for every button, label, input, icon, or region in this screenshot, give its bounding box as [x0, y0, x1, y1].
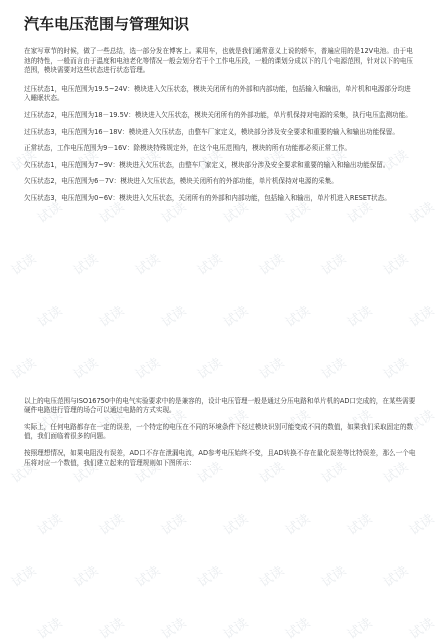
- watermark-text: 试读: [35, 615, 66, 643]
- watermark-text: 试读: [35, 511, 66, 539]
- watermark-text: 试读: [97, 407, 128, 435]
- closing-paragraph-error: 实际上，任何电路都存在一定的误差，一个特定的电压在不同的环境条件下经过模块识别可能变成不同的数值，如果我们采取固定的数值，我们面临着很多的问题。: [24, 422, 414, 441]
- watermark-text: 试读: [319, 355, 350, 383]
- watermark-text: 试读: [257, 459, 288, 487]
- state-paragraph-undervoltage-3: 欠压状态3，电压范围为0~6V：模块进入欠压状态，关闭所有的外部和内部功能，包括输入和输出，单片机进入RESET状态。: [24, 193, 391, 202]
- watermark-text: 试读: [319, 147, 350, 175]
- watermark-text: 试读: [381, 459, 412, 487]
- watermark-text: 试读: [159, 615, 190, 643]
- watermark-text: 试读: [35, 199, 66, 227]
- watermark-text: 试读: [257, 147, 288, 175]
- watermark-text: 试读: [9, 355, 40, 383]
- watermark-text: 试读: [283, 199, 314, 227]
- watermark-text: 试读: [319, 251, 350, 279]
- document-title: 汽车电压范围与管理知识: [24, 15, 190, 33]
- watermark-text: 试读: [257, 355, 288, 383]
- intro-paragraph: 在家写章节的时候，做了一些总结，选一部分发在博客上。乘用车，也就是我们通常意义上说的轿车，普遍应用的是12V电池。由于电池的特性，一般而言由于温度和电池老化等情况一般会划分若干个工作电压段，一般的课划分成以下的几个电源范围，针对以下的电压范围，模块需要对这些状态进行状态管理。: [24, 47, 414, 75]
- watermark-text: 试读: [159, 407, 190, 435]
- watermark-text: 试读: [319, 459, 350, 487]
- watermark-text: 试读: [35, 407, 66, 435]
- watermark-text: 试读: [195, 563, 226, 591]
- watermark-text: 试读: [381, 251, 412, 279]
- watermark-text: 试读: [345, 615, 376, 643]
- watermark-text: 试读: [407, 199, 438, 227]
- watermark-text: 试读: [381, 147, 412, 175]
- watermark-text: 试读: [345, 511, 376, 539]
- watermark-text: 试读: [381, 563, 412, 591]
- watermark-text: 试读: [195, 355, 226, 383]
- watermark-text: 试读: [97, 303, 128, 331]
- watermark-text: 试读: [35, 303, 66, 331]
- watermark-text: 试读: [283, 407, 314, 435]
- watermark-text: 试读: [9, 563, 40, 591]
- document-page: [24, 14, 416, 475]
- watermark-text: 试读: [283, 303, 314, 331]
- watermark-text: 试读: [221, 199, 252, 227]
- watermark-text: 试读: [159, 199, 190, 227]
- watermark-text: 试读: [71, 459, 102, 487]
- closing-paragraph-ideal: 按照理想情况，如果电阻没有误差，AD口不存在泄漏电流，AD参考电压始终不变，且AD转换不存在量化误差等比特误差，那么一个电压将对应一个数值，我们建立起来的管理规则如下图所示：: [24, 448, 416, 467]
- watermark-text: 试读: [407, 303, 438, 331]
- watermark-text: 试读: [345, 407, 376, 435]
- state-paragraph-overvoltage-3: 过压状态3，电压范围为16－18V：模块进入欠压状态，由整车厂家定义，模块部分涉及安全要求和重要的输入和输出功能保留。: [24, 127, 399, 136]
- watermark-text: 试读: [195, 459, 226, 487]
- watermark-text: 试读: [221, 511, 252, 539]
- blank-region: [24, 211, 416, 397]
- watermark-text: 试读: [221, 615, 252, 643]
- watermark-text: 试读: [221, 303, 252, 331]
- watermark-text: 试读: [407, 615, 438, 643]
- state-paragraph-overvoltage-1: 过压状态1，电压范围为19.5~24V：模块进入欠压状态，模块关闭所有的外部和内部功能，包括输入和输出，单片机和电源部分均进入睡眠状态。: [24, 84, 411, 103]
- watermark-text: 试读: [221, 407, 252, 435]
- watermark-text: 试读: [9, 147, 40, 175]
- watermark-text: 试读: [9, 459, 40, 487]
- watermark-text: 试读: [71, 147, 102, 175]
- state-paragraph-normal: 正常状态，工作电压范围为9－16V：除模块特殊规定外，在这个电压范围内，模块的所有功能都必须正常工作。: [24, 144, 352, 153]
- watermark-text: 试读: [407, 511, 438, 539]
- watermark-text: 试读: [195, 147, 226, 175]
- watermark-text: 试读: [9, 251, 40, 279]
- watermark-text: 试读: [195, 251, 226, 279]
- watermark-text: 试读: [133, 251, 164, 279]
- watermark-text: 试读: [319, 563, 350, 591]
- closing-paragraph-iso: 以上的电压范围与ISO16750中的电气实验要求中的是兼容的，设计电压管理一般是通过分压电路和单片机的AD口完成的，在某些需要硬件电路进行管理的场合可以通过电路的方式实现。: [24, 396, 416, 415]
- state-paragraph-undervoltage-1: 欠压状态1，电压范围为7~9V：模块进入欠压状态，由整车厂家定义，模块部分涉及安全要求和重要的输入和输出功能保留。: [24, 160, 390, 169]
- watermark-text: 试读: [159, 303, 190, 331]
- watermark-text: 试读: [283, 615, 314, 643]
- watermark-text: 试读: [257, 563, 288, 591]
- state-paragraph-undervoltage-2: 欠压状态2，电压范围为6－7V：模块进入欠压状态，模块关闭所有的外部功能，单片机保持对电源的采集。: [24, 177, 338, 186]
- watermark-text: 试读: [133, 459, 164, 487]
- watermark-text: 试读: [97, 199, 128, 227]
- watermark-text: 试读: [257, 251, 288, 279]
- watermark-text: 试读: [345, 303, 376, 331]
- watermark-text: 试读: [133, 147, 164, 175]
- watermark-text: 试读: [133, 563, 164, 591]
- watermark-text: 试读: [159, 511, 190, 539]
- watermark-text: 试读: [345, 199, 376, 227]
- watermark-text: 试读: [133, 355, 164, 383]
- watermark-text: 试读: [97, 511, 128, 539]
- watermark-text: 试读: [71, 355, 102, 383]
- watermark-text: 试读: [97, 615, 128, 643]
- watermark-text: 试读: [71, 251, 102, 279]
- watermark-text: 试读: [283, 511, 314, 539]
- watermark-text: 试读: [71, 563, 102, 591]
- watermark-text: 试读: [381, 355, 412, 383]
- state-paragraph-overvoltage-2: 过压状态2，电压范围为18－19.5V：模块进入欠压状态，模块关闭所有的外部功能，单片机保持对电源的采集，执行电压监测功能。: [24, 110, 412, 119]
- watermark-text: 试读: [407, 407, 438, 435]
